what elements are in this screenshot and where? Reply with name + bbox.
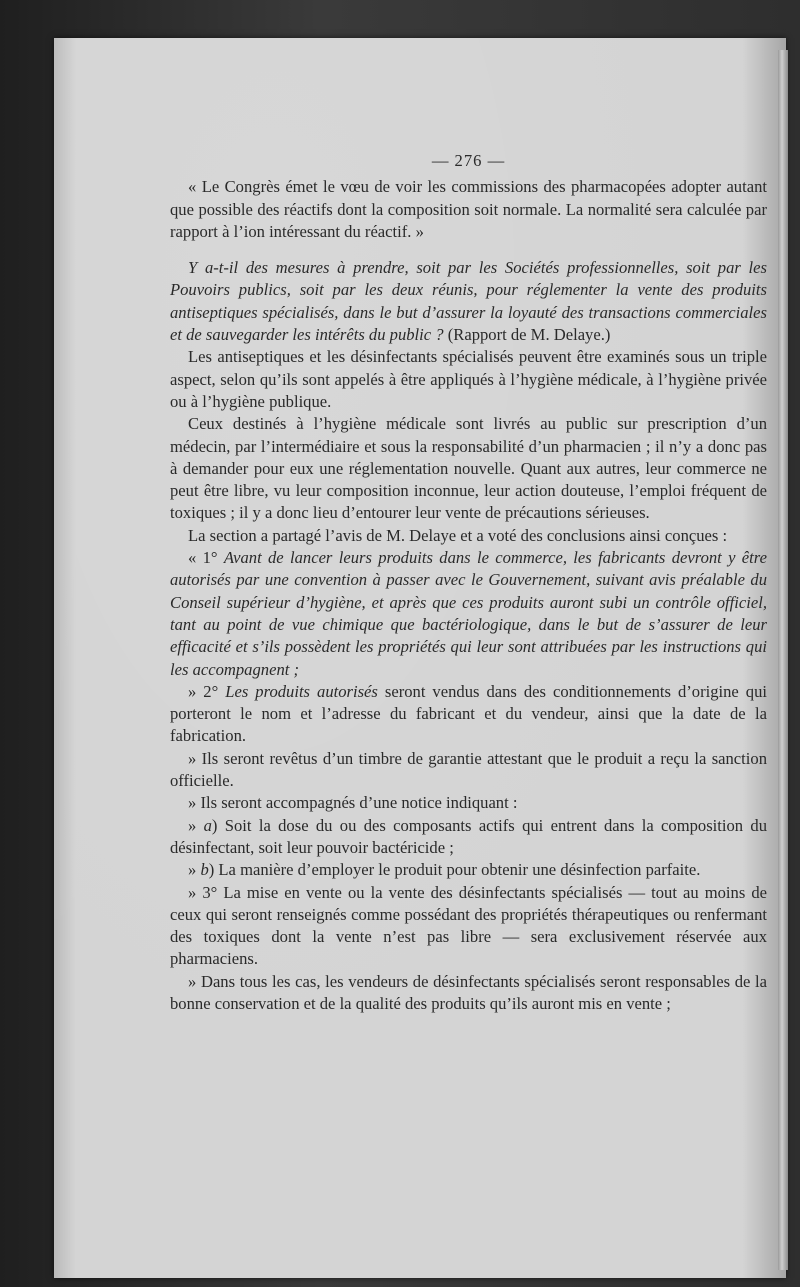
question-paragraph [170,257,767,346]
section-gap [170,243,767,257]
congress-wish-paragraph: « Le Congrès émet le vœu de voir les commissions des pharmacopées adopter autant que possible des réactifs dont la composition soit normale. La normalité sera calculée par rapport à l’ion intéressant du réactif. » [170,177,767,241]
stamp-paragraph: » Ils seront revêtus d’un timbre de garantie attestant que le produit a reçu la sanction officielle. [170,748,767,791]
section-vote-paragraph: La section a partagé l’avis de M. Delaye et a voté des conclusions ainsi conçues : [188,525,728,545]
conclusion-2-italic: Les produits autorisés [225,681,378,701]
notice-item-a-text: ) Soit la dose du ou des composants actifs qui entrent dans la composition du désinfectant, soit leur pouvoir bactéricide ; [170,815,767,857]
medical-hygiene-paragraph: Ceux destinés à l’hygiène médicale sont livrés au public sur prescription d’un médecin, par l’intermédiaire et sous la responsabilité d’un pharmacien ; il n’y a donc pas à demander pour eux une réglementation nouvelle. Quant aux autres, leur commerce ne peut être libre, vu leur composition inconnue, leur action douteuse, l’emploi fréquent de toxiques ; il y a donc lieu d’entourer leur vente de précautions sérieuses. [170,414,767,523]
question-text: Y a-t-il des mesures à prendre, soit par les Sociétés professionnelles, soit par les Pouvoirs publics, soit par les deux réunis, pour réglementer la vente des produits antiseptiques spécialisés, dans le but d’assurer la loyauté des transactions commerciales et de sauvegarder les intérêts du public ? [170,258,767,345]
conclusion-1 [170,547,767,681]
notice-item-b [170,859,767,881]
notice-item-b-text: ) La manière d’employer le produit pour obtenir une désinfection parfaite. [208,860,701,880]
report-reference: (Rapport de M. Delaye.) [443,325,611,345]
notice-item-a-lead: » [188,815,204,835]
final-paragraph: » Dans tous les cas, les vendeurs de désinfectants spécialisés seront responsables de la bonne conservation et de la qualité des produits qu’ils auront mis en vente ; [170,971,767,1013]
page-number: — 276 — [431,151,506,170]
notice-item-a [170,815,767,860]
conclusion-1-text: Avant de lancer leurs produits dans le commerce, les fabricants devront y être autorisés par une convention à passer avec le Gouvernement, suivant avis préalable du Conseil supérieur d’hygiène, et après que ces produits auront subi un contrôle officiel, tant au point de vue chimique que bactériologique, dans le but de s’assurer de leur efficacité et s’ils possèdent les propriétés qui leur sont attribuées par les instructions qui les accompagnent ; [170,548,767,679]
antiseptics-paragraph: Les antiseptiques et les désinfectants spécialisés peuvent être examinés sous un triple aspect, selon qu’ils sont appelés à être appliqués à l’hygiène médicale, à l’hygiène privée ou à l’hygiène publique. [170,347,767,411]
page-text [170,150,767,1015]
conclusion-3: » 3° La mise en vente ou la vente des désinfectants spécialisés — tout au moins de ceux qui seront renseignés comme possédant des propriétés thérapeutiques ou renfermant des toxiques dont la vente n’est pas libre — sera exclusivement réservée aux pharmaciens. [170,882,767,969]
conclusion-1-lead: « 1° [188,548,224,568]
conclusion-2-lead: » 2° [188,681,226,701]
notice-item-a-letter: a [203,815,212,835]
notice-item-b-lead: » [188,860,201,880]
notice-item-b-letter: b [200,860,209,880]
conclusion-2 [170,681,767,748]
page-edge [778,50,788,1270]
conclusion-2-text: seront vendus dans des conditionnements d’origine qui porteront le nom et l’adresse du fabricant et du vendeur, ainsi que la date de la fabrication. [170,681,768,746]
notice-paragraph: » Ils seront accompagnés d’une notice indiquant : [188,793,518,813]
